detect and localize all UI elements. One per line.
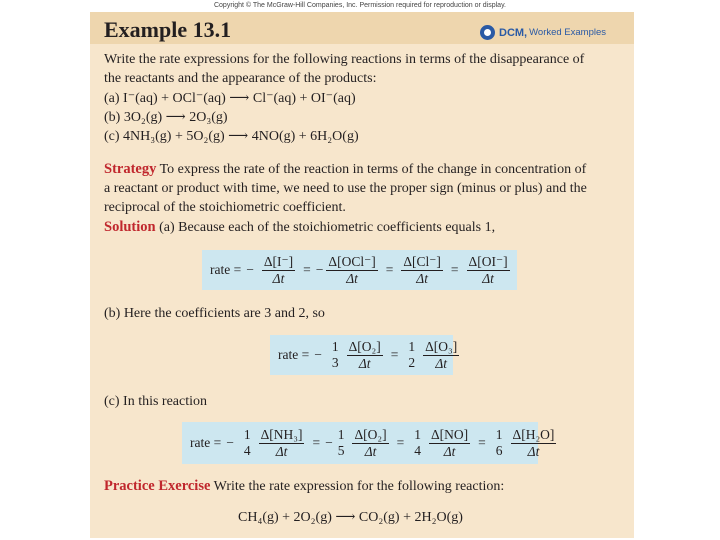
rate-label: rate = (210, 262, 242, 277)
fraction (511, 427, 557, 460)
numerator: Δ[NH₃] (260, 426, 303, 442)
rate-label: rate = (190, 435, 222, 450)
fraction (262, 254, 295, 287)
fraction (347, 339, 383, 372)
fraction (423, 339, 459, 372)
denominator: 5 (337, 443, 345, 458)
dcm-badge-text: Worked Examples (529, 27, 607, 38)
numerator: 1 (337, 427, 345, 442)
equals-sign: = (450, 262, 459, 277)
numerator: Δ[H₂O] (512, 426, 555, 442)
denominator: Δt (272, 270, 285, 286)
example-title: Example 13.1 (104, 17, 232, 42)
dcm-badge-strong: DCM, (499, 26, 528, 39)
coefficient-fraction (412, 427, 423, 459)
worked-example-page (90, 12, 634, 538)
strategy-line-3: reciprocal of the stoichiometric coefficient. (104, 200, 346, 215)
numerator: Δ[O₃] (425, 338, 458, 354)
numerator: Δ[OCl⁻] (328, 253, 376, 269)
solution-part-c: (c) In this reaction (104, 394, 208, 409)
minus-sign: − (226, 435, 234, 450)
minus-sign: − (325, 435, 333, 450)
denominator: 2 (408, 355, 416, 370)
denominator: Δt (435, 355, 448, 371)
equals-sign: = (303, 262, 311, 277)
equals-sign: = (478, 435, 486, 450)
solution-part-a: (a) Because each of the stoichiometric coefficients equals 1, (159, 220, 496, 235)
minus-sign: − (246, 262, 254, 277)
numerator: 1 (414, 427, 421, 442)
numerator: Δ[O₂] (354, 426, 387, 442)
denominator: 4 (414, 443, 421, 458)
dcm-badge (480, 25, 606, 40)
practice-line (104, 477, 504, 496)
equals-sign: = (312, 435, 321, 450)
coefficient-fraction (406, 339, 417, 371)
dcm-logo-icon (480, 25, 495, 40)
reaction-a: (a) I⁻(aq) + OCl⁻(aq) ⟶ Cl⁻(aq) + OI⁻(aq) (104, 91, 356, 106)
minus-sign: − (314, 347, 322, 362)
equals-sign: = (385, 262, 394, 277)
denominator: 4 (243, 443, 251, 458)
practice-text: Write the rate expression for the following reaction: (213, 479, 505, 494)
numerator: 1 (243, 427, 251, 442)
denominator: 3 (331, 355, 339, 370)
denominator: Δt (527, 443, 540, 459)
numerator: Δ[NO] (431, 426, 469, 442)
solution-line (104, 218, 495, 237)
denominator: Δt (358, 355, 371, 371)
problem-line-2: the reactants and the appearance of the products: (104, 71, 377, 86)
denominator: Δt (275, 443, 288, 459)
practice-label: Practice Exercise (104, 478, 211, 494)
denominator: Δt (482, 270, 494, 286)
strategy-line-1 (104, 160, 586, 179)
coefficient-fraction (494, 427, 505, 459)
solution-part-b: (b) Here the coefficients are 3 and 2, so (104, 306, 325, 321)
numerator: 1 (408, 339, 416, 354)
denominator: Δt (346, 270, 358, 286)
numerator: 1 (331, 339, 339, 354)
equals-sign: = (396, 435, 405, 450)
denominator: Δt (443, 443, 456, 459)
fraction (352, 427, 388, 460)
copyright-notice: Copyright © The McGraw-Hill Companies, Inc. Permission required for reproduction or display. (213, 2, 506, 9)
equals-sign: = (390, 347, 399, 362)
numerator: Δ[I⁻] (263, 253, 294, 269)
strategy-text-1: To express the rate of the reaction in terms of the change in concentration of (159, 162, 587, 177)
fraction (326, 254, 377, 287)
reaction-c: (c) 4NH₃(g) + 5O₂(g) ⟶ 4NO(g) + 6H₂O(g) (104, 129, 359, 144)
numerator: Δ[O₂] (348, 338, 381, 354)
problem-line-1: Write the rate expressions for the following reactions in terms of the disappearance of (104, 52, 585, 67)
fraction (467, 254, 510, 287)
numerator: Δ[OI⁻] (468, 253, 508, 269)
coefficient-fraction (242, 427, 253, 459)
reaction-b: (b) 3O₂(g) ⟶ 2O₃(g) (104, 110, 228, 125)
denominator: Δt (364, 443, 377, 459)
rate-equation-a (202, 250, 517, 290)
numerator: 1 (495, 427, 503, 442)
numerator: Δ[Cl⁻] (403, 253, 441, 269)
solution-label: Solution (104, 219, 156, 235)
coefficient-fraction (330, 339, 341, 371)
denominator: 6 (495, 443, 503, 458)
fraction (259, 427, 305, 460)
strategy-line-2: a reactant or product with time, we need to use the proper sign (minus or plus) and the (104, 181, 587, 196)
denominator: Δt (416, 270, 428, 286)
strategy-label: Strategy (104, 161, 157, 177)
rate-equation-c (182, 422, 555, 464)
fraction (401, 254, 443, 287)
minus-sign: − (315, 262, 324, 277)
coefficient-fraction (336, 427, 347, 459)
fraction (429, 427, 470, 460)
practice-reaction: CH₄(g) + 2O₂(g) ⟶ CO₂(g) + 2H₂O(g) (238, 510, 463, 525)
rate-label: rate = (278, 347, 310, 362)
rate-equation-b (270, 335, 458, 375)
